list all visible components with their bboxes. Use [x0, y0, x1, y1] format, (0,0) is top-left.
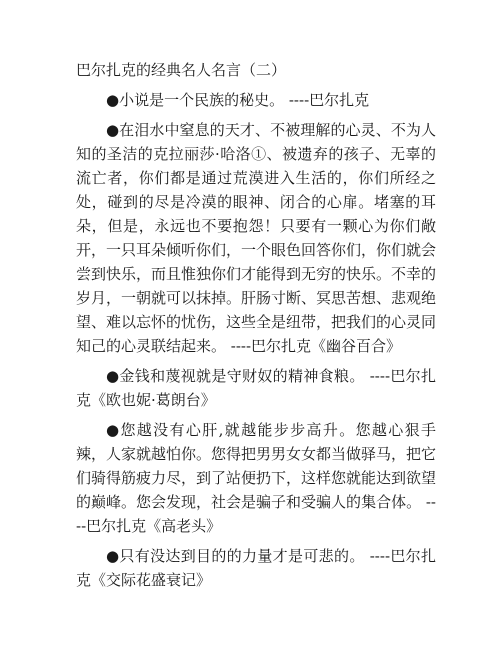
quote-paragraph: ●小说是一个民族的秘史。 ----巴尔扎克: [106, 91, 370, 109]
quote-paragraph: ●在泪水中窒息的天才、不被理解的心灵、不为人知的圣洁的克拉丽莎·哈洛①、被遗弃的孩子、无辜的流亡者，你们都是通过荒漠进入生活的，你们所经之处，碰到的尽是冷漠的眼神、闭合的心扉。堵塞的耳朵，但是，永远也不要抱怨！只要有一颗心为你们敞开，一只耳朵倾听你们，一个眼色回答你们，你们就会尝到快乐，而且惟独你们才能得到无穷的快乐。不幸的岁月，一朝就可以抹掉。肝肠寸断、冥思苦想、悲观绝望、难以忘怀的忧伤，这些全是纽带，把我们的心灵同知己的心灵联结起来。 ----巴尔扎克《幽谷百合》: [76, 121, 437, 355]
quote-paragraph: ●您越没有心肝,就越能步步高升。您越心狠手辣，人家就越怕你。您得把男男女女都当做驿马，把它们骑得筋疲力尽，到了站便扔下，这样您就能达到欲望的巅峰。您会发现，社会是骗子和受骗人的集合体。 ----巴尔扎克《高老头》: [76, 421, 437, 535]
document-title: 巴尔扎克的经典名人名言（二）: [76, 61, 287, 79]
document-body: [76, 58, 436, 598]
quote-paragraph: ●只有没达到目的的力量才是可悲的。 ----巴尔扎克《交际花盛衰记》: [76, 547, 436, 589]
quote-paragraph: ●金钱和蔑视就是守财奴的精神食粮。 ----巴尔扎克《欧也妮·葛朗台》: [76, 367, 436, 409]
